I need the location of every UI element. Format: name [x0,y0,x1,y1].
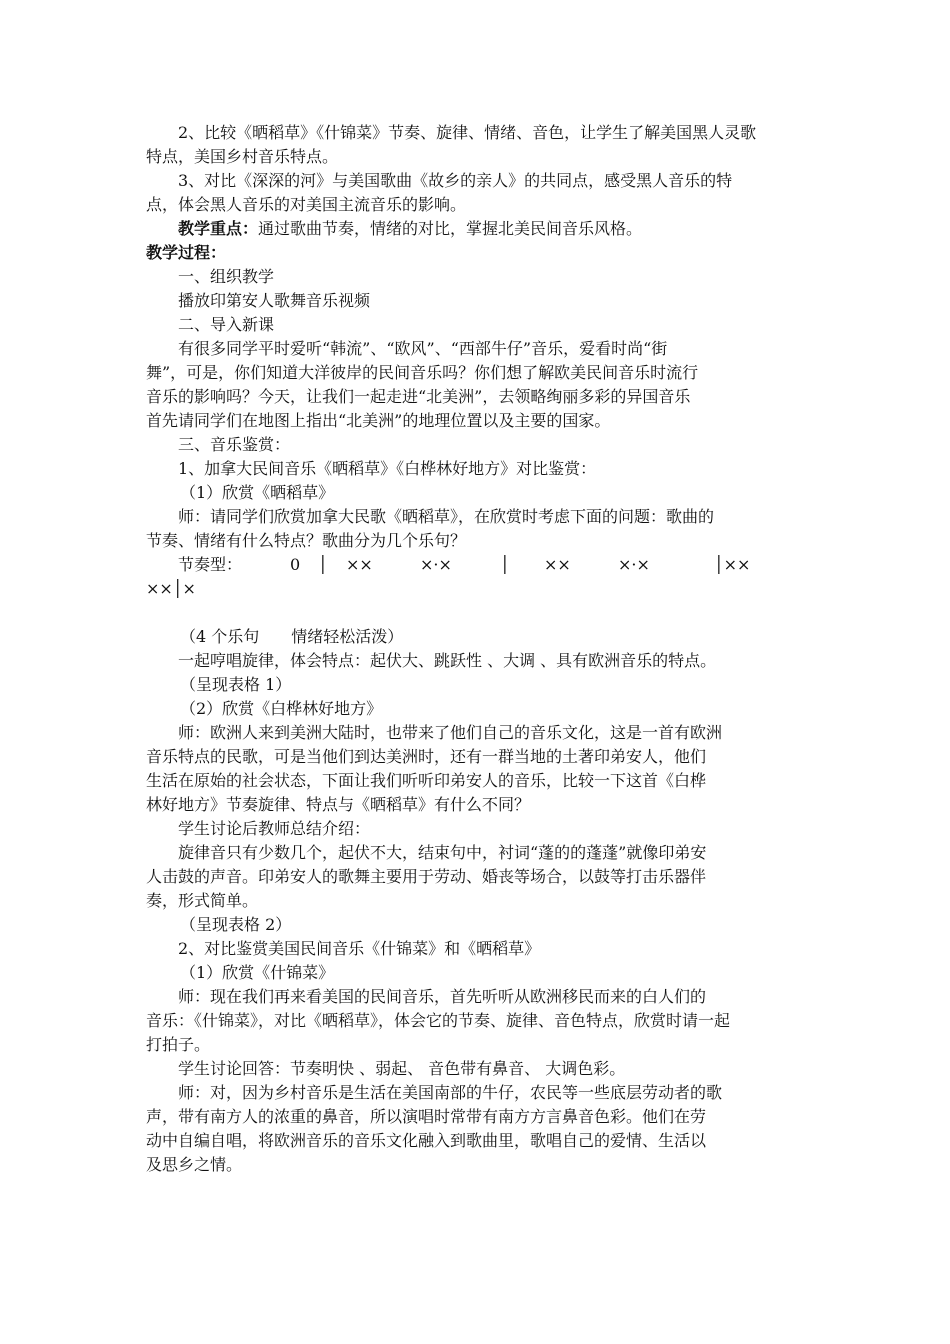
teacher-3-line-1: 师：现在我们再来看美国的民间音乐，首先听听从欧洲移民而来的白人们的 [178,987,707,1006]
teacher-2-line-4: 林好地方》节奏旋律、特点与《晒稻草》有什么不同？ [146,795,531,814]
key-point [146,217,810,241]
teacher-3-line-3: 打拍子。 [146,1035,211,1054]
section-1-heading: 一、组织教学 [178,267,275,286]
section-2-heading: 二、导入新课 [178,315,275,334]
phrases-note: （4 个乐句 情绪轻松活泼） [180,627,404,646]
discussion-line: 学生讨论后教师总结介绍： [178,819,371,838]
intro-line-1: 有很多同学平时爱听“韩流”、“欧风”、“西部牛仔”音乐，爱看时尚“街 [178,339,668,358]
teacher-3-line-2: 音乐：《什锦菜》，对比《晒稻草》，体会它的节奏、旋律、音色特点，欣赏时请一起 [146,1011,731,1030]
table-2-note: （呈现表格 2） [180,915,292,934]
goal-3-line-1: 3、对比《深深的河》与美国歌曲《故乡的亲人》的共同点，感受黑人音乐的特 [178,171,733,190]
spacer [146,601,810,625]
rhythm-note: ×× [544,555,571,574]
goal-2-line-1: 2、比较《晒稻草》《什锦菜》节奏、旋律、情绪、音色，让学生了解美国黑人灵歌 [178,123,757,142]
rhythm-note: ×·× [618,555,650,574]
item-1a-heading: （1）欣赏《晒稻草》 [180,483,335,502]
teacher-4-line-1: 师：对，因为乡村音乐是生活在美国南部的牛仔，农民等一些底层劳动者的歌 [178,1083,723,1102]
hum-line: 一起哼唱旋律，体会特点：起伏大、跳跃性 、大调 、具有欧洲音乐的特点。 [178,651,717,670]
melody-line-1: 旋律音只有少数几个，起伏不大，结束句中，衬词“蓬的的蓬蓬”就像印弟安 [178,843,707,862]
item-2-heading: 2、对比鉴赏美国民间音乐《什锦菜》和《晒稻草》 [178,939,541,958]
melody-line-2: 人击鼓的声音。印弟安人的歌舞主要用于劳动、婚丧等场合，以鼓等打击乐器伴 [146,867,707,886]
rhythm-note: │×× [714,555,751,574]
teacher-2-line-1: 师：欧洲人来到美洲大陆时，也带来了他们自己的音乐文化，这是一首有欧洲 [178,723,723,742]
item-2a-heading: （1）欣赏《什锦菜》 [180,963,335,982]
rhythm-note: ×× [346,555,373,574]
intro-line-3: 音乐的影响吗？今天，让我们一起走进“北美洲”，去领略绚丽多彩的异国音乐 [146,387,691,406]
rhythm-label: 节奏型： [178,555,243,574]
teacher-4-line-3: 动中自编自唱，将欧洲音乐的音乐文化融入到歌曲里，歌唱自己的爱情、生活以 [146,1131,707,1150]
document-body [146,121,810,1177]
rhythm-barline: │ [318,555,328,574]
rhythm-line-1 [146,553,810,577]
teacher-1-line-1: 师：请同学们欣赏加拿大民歌《晒稻草》，在欣赏时考虑下面的问题：歌曲的 [178,507,715,526]
teacher-2-line-2: 音乐特点的民歌，可是当他们到达美洲时，还有一群当地的土著印弟安人，他们 [146,747,707,766]
key-point-text: 通过歌曲节奏，情绪的对比，掌握北美民间音乐风格。 [258,219,643,238]
teacher-4-line-4: 及思乡之情。 [146,1155,243,1174]
rhythm-line-2: ××│× [146,579,196,598]
process-heading: 教学过程： [146,243,227,262]
key-point-label: 教学重点： [178,219,259,238]
rhythm-rest: 0 [290,555,301,574]
table-1-note: （呈现表格 1） [180,675,292,694]
melody-line-3: 奏，形式简单。 [146,891,259,910]
intro-line-2: 舞”，可是，你们知道大洋彼岸的民间音乐吗？你们想了解欧美民间音乐时流行 [146,363,699,382]
item-1-heading: 1、加拿大民间音乐《晒稻草》《白桦林好地方》对比鉴赏： [178,459,597,478]
intro-line-4: 首先请同学们在地图上指出“北美洲”的地理位置以及主要的国家。 [146,411,611,430]
rhythm-barline: │ [500,555,510,574]
rhythm-note: ×·× [420,555,452,574]
teacher-1-line-2: 节奏、情绪有什么特点？歌曲分为几个乐句？ [146,531,467,550]
answer-line: 学生讨论回答：节奏明快 、弱起、 音色带有鼻音、 大调色彩。 [178,1059,626,1078]
goal-2-line-2: 特点，美国乡村音乐特点。 [146,147,339,166]
teacher-2-line-3: 生活在原始的社会状态，下面让我们听听印弟安人的音乐，比较一下这首《白桦 [146,771,707,790]
teacher-4-line-2: 声，带有南方人的浓重的鼻音，所以演唱时常带有南方方言鼻音色彩。他们在劳 [146,1107,707,1126]
section-1-text: 播放印第安人歌舞音乐视频 [178,291,371,310]
section-3-heading: 三、音乐鉴赏： [178,435,291,454]
goal-3-line-2: 点，体会黑人音乐的对美国主流音乐的影响。 [146,195,467,214]
item-1b-heading: （2）欣赏《白桦林好地方》 [180,699,383,718]
